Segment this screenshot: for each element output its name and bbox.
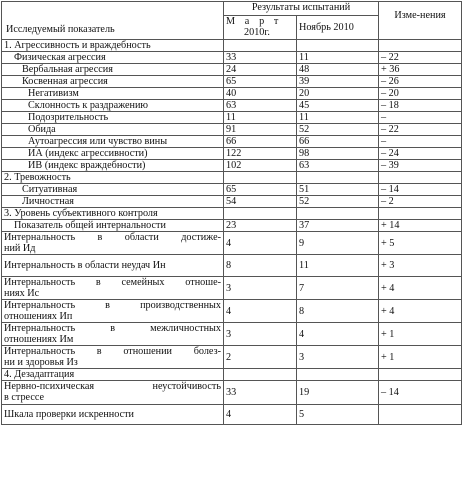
empty-cell bbox=[297, 172, 379, 184]
table-row bbox=[2, 124, 462, 136]
november-value: 20 bbox=[297, 88, 379, 100]
empty-cell bbox=[379, 40, 462, 52]
march-value: 33 bbox=[224, 52, 297, 64]
indicator-label: Вербальная агрессия bbox=[2, 64, 224, 76]
indicator-label-line1: Нервно-психическая неустойчивость bbox=[4, 381, 221, 392]
march-value: 40 bbox=[224, 88, 297, 100]
indicator-label bbox=[2, 232, 224, 255]
indicator-label bbox=[2, 381, 224, 405]
november-value: 39 bbox=[297, 76, 379, 88]
change-value bbox=[379, 405, 462, 425]
march-value: 102 bbox=[224, 160, 297, 172]
header-november: Ноябрь 2010 bbox=[297, 16, 379, 40]
change-value: + 1 bbox=[379, 346, 462, 369]
march-value: 66 bbox=[224, 136, 297, 148]
indicator-label: Обида bbox=[2, 124, 224, 136]
indicator-label: Физическая агрессия bbox=[2, 52, 224, 64]
empty-cell bbox=[297, 369, 379, 381]
indicator-label: Ситуативная bbox=[2, 184, 224, 196]
change-value: – 22 bbox=[379, 124, 462, 136]
march-value: 4 bbox=[224, 300, 297, 323]
indicator-label: Интернальность в области неудач Ин bbox=[2, 255, 224, 277]
november-value: 51 bbox=[297, 184, 379, 196]
header-indicator: Исследуемый показатель bbox=[2, 2, 224, 40]
indicator-label-line1: Интернальность в отношении болез- bbox=[4, 346, 221, 357]
section-row bbox=[2, 369, 462, 381]
change-value: – 22 bbox=[379, 52, 462, 64]
change-value: – 14 bbox=[379, 381, 462, 405]
march-value: 23 bbox=[224, 220, 297, 232]
table-row bbox=[2, 52, 462, 64]
indicator-label-line1: Интернальность в области достиже- bbox=[4, 232, 221, 243]
november-value: 3 bbox=[297, 346, 379, 369]
march-value: 11 bbox=[224, 112, 297, 124]
section-row bbox=[2, 208, 462, 220]
indicator-label-line1: Интернальность в семейных отноше- bbox=[4, 277, 221, 288]
table-row bbox=[2, 381, 462, 405]
change-value: – 24 bbox=[379, 148, 462, 160]
change-value: + 1 bbox=[379, 323, 462, 346]
section-label: 2. Тревожность bbox=[2, 172, 224, 184]
table-row bbox=[2, 136, 462, 148]
empty-cell bbox=[297, 40, 379, 52]
march-value: 33 bbox=[224, 381, 297, 405]
november-value: 5 bbox=[297, 405, 379, 425]
november-value: 11 bbox=[297, 52, 379, 64]
indicator-label: Личностная bbox=[2, 196, 224, 208]
march-value: 24 bbox=[224, 64, 297, 76]
table-row bbox=[2, 232, 462, 255]
empty-cell bbox=[224, 172, 297, 184]
indicator-label: Косвенная агрессия bbox=[2, 76, 224, 88]
november-value: 7 bbox=[297, 277, 379, 300]
section-label: 3. Уровень субъективного контроля bbox=[2, 208, 224, 220]
indicator-label: Шкала проверки искренности bbox=[2, 405, 224, 425]
header-march-line2: 2010г. bbox=[244, 27, 270, 38]
november-value: 48 bbox=[297, 64, 379, 76]
change-value: + 14 bbox=[379, 220, 462, 232]
empty-cell bbox=[379, 208, 462, 220]
march-value: 3 bbox=[224, 323, 297, 346]
march-value: 91 bbox=[224, 124, 297, 136]
march-value: 3 bbox=[224, 277, 297, 300]
march-value: 65 bbox=[224, 184, 297, 196]
table-row bbox=[2, 76, 462, 88]
table-row bbox=[2, 300, 462, 323]
header-march bbox=[224, 16, 297, 40]
empty-cell bbox=[224, 208, 297, 220]
change-value: – bbox=[379, 112, 462, 124]
indicator-label: Аутоагрессия или чувство вины bbox=[2, 136, 224, 148]
table-row bbox=[2, 277, 462, 300]
march-value: 2 bbox=[224, 346, 297, 369]
indicator-label-line2: ниях Ис bbox=[4, 288, 40, 299]
november-value: 37 bbox=[297, 220, 379, 232]
header-results: Результаты испытаний bbox=[224, 2, 379, 16]
change-value: + 3 bbox=[379, 255, 462, 277]
november-value: 52 bbox=[297, 124, 379, 136]
table-row bbox=[2, 405, 462, 425]
change-value: – 14 bbox=[379, 184, 462, 196]
change-value: – 39 bbox=[379, 160, 462, 172]
header-march-line1: М а р т bbox=[226, 16, 282, 27]
table-row bbox=[2, 148, 462, 160]
change-value: – bbox=[379, 136, 462, 148]
change-value: + 4 bbox=[379, 300, 462, 323]
results-table-body bbox=[2, 2, 462, 425]
indicator-label-line2: в стрессе bbox=[4, 392, 45, 403]
table-row bbox=[2, 255, 462, 277]
table-row bbox=[2, 100, 462, 112]
november-value: 45 bbox=[297, 100, 379, 112]
section-row bbox=[2, 40, 462, 52]
change-value: – 26 bbox=[379, 76, 462, 88]
table-row bbox=[2, 220, 462, 232]
change-value: + 5 bbox=[379, 232, 462, 255]
table-row bbox=[2, 196, 462, 208]
november-value: 9 bbox=[297, 232, 379, 255]
november-value: 66 bbox=[297, 136, 379, 148]
indicator-label: Склонность к раздражению bbox=[2, 100, 224, 112]
change-value: + 36 bbox=[379, 64, 462, 76]
section-row bbox=[2, 172, 462, 184]
november-value: 98 bbox=[297, 148, 379, 160]
march-value: 4 bbox=[224, 405, 297, 425]
empty-cell bbox=[379, 369, 462, 381]
indicator-label-line2: отношениях Им bbox=[4, 334, 74, 345]
indicator-label bbox=[2, 346, 224, 369]
table-row bbox=[2, 64, 462, 76]
header-changes: Изме-нения bbox=[379, 2, 462, 40]
table-row bbox=[2, 323, 462, 346]
march-value: 122 bbox=[224, 148, 297, 160]
empty-cell bbox=[224, 369, 297, 381]
header-row-1 bbox=[2, 2, 462, 16]
march-value: 8 bbox=[224, 255, 297, 277]
indicator-label: Подозрительность bbox=[2, 112, 224, 124]
indicator-label bbox=[2, 323, 224, 346]
march-value: 63 bbox=[224, 100, 297, 112]
table-row bbox=[2, 160, 462, 172]
indicator-label-line1: Интернальность в межличностных bbox=[4, 323, 221, 334]
november-value: 8 bbox=[297, 300, 379, 323]
november-value: 11 bbox=[297, 112, 379, 124]
change-value: + 4 bbox=[379, 277, 462, 300]
march-value: 65 bbox=[224, 76, 297, 88]
change-value: – 18 bbox=[379, 100, 462, 112]
indicator-label bbox=[2, 300, 224, 323]
indicator-label: Показатель общей интернальности bbox=[2, 220, 224, 232]
change-value: – 2 bbox=[379, 196, 462, 208]
indicator-label-line2: отношениях Ип bbox=[4, 311, 73, 322]
march-value: 54 bbox=[224, 196, 297, 208]
november-value: 11 bbox=[297, 255, 379, 277]
march-value: 4 bbox=[224, 232, 297, 255]
indicator-label-line2: ний Ид bbox=[4, 243, 36, 254]
table-row bbox=[2, 346, 462, 369]
indicator-label-line2: ни и здоровья Из bbox=[4, 357, 78, 368]
november-value: 52 bbox=[297, 196, 379, 208]
section-label: 4. Дезадаптация bbox=[2, 369, 224, 381]
empty-cell bbox=[379, 172, 462, 184]
november-value: 19 bbox=[297, 381, 379, 405]
indicator-label-line1: Интернальность в производственных bbox=[4, 300, 221, 311]
indicator-label: ИА (индекс агрессивности) bbox=[2, 148, 224, 160]
indicator-label: ИВ (индекс враждебности) bbox=[2, 160, 224, 172]
change-value: – 20 bbox=[379, 88, 462, 100]
results-table bbox=[1, 1, 462, 425]
november-value: 4 bbox=[297, 323, 379, 346]
empty-cell bbox=[224, 40, 297, 52]
indicator-label: Негативизм bbox=[2, 88, 224, 100]
section-label: 1. Агрессивность и враждебность bbox=[2, 40, 224, 52]
table-row bbox=[2, 112, 462, 124]
november-value: 63 bbox=[297, 160, 379, 172]
table-row bbox=[2, 88, 462, 100]
indicator-label bbox=[2, 277, 224, 300]
table-row bbox=[2, 184, 462, 196]
empty-cell bbox=[297, 208, 379, 220]
